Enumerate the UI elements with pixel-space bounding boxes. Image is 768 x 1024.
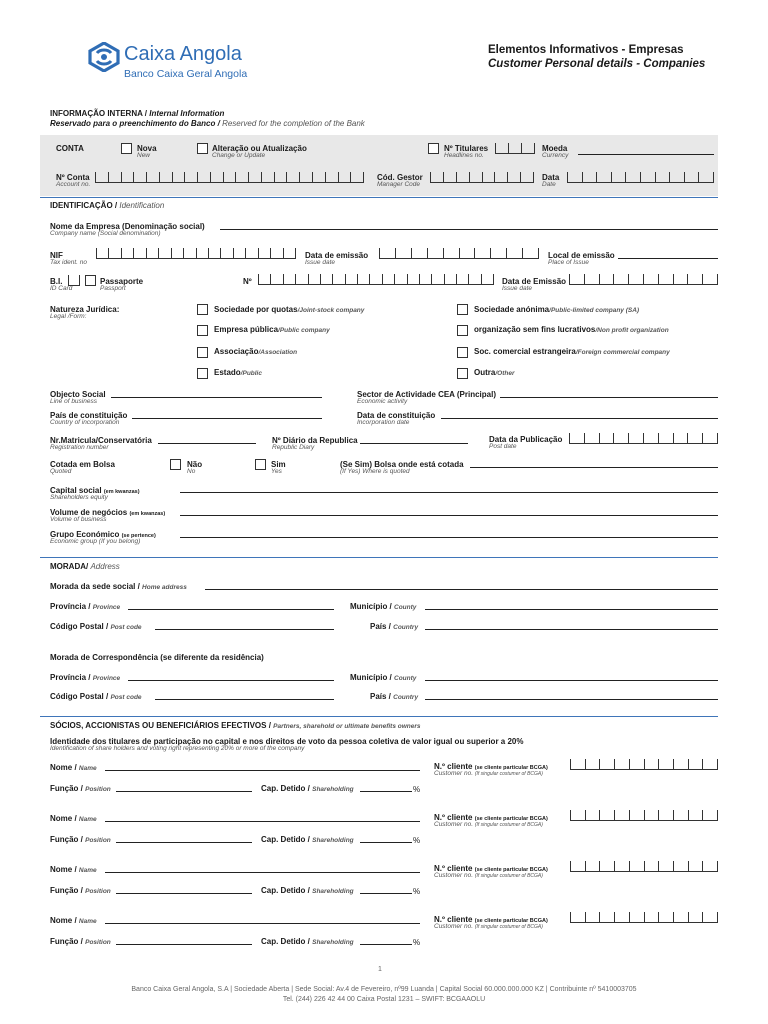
socios-desc-en: Identification of share holders and voting right representing 20% or more of the company (50, 745, 305, 752)
pais-const-input[interactable] (132, 418, 322, 419)
associacao-checkbox[interactable] (197, 347, 208, 358)
grupo-label-en: Economic group (If you belong) (50, 538, 141, 545)
alteracao-label: Alteração ou Atualização (212, 144, 307, 153)
moeda-label-en: Currency (542, 152, 569, 159)
nome-empresa-label-en: Company name (Social denomination) (50, 230, 161, 237)
estrangeira-label: Soc. comercial estrangeira/Foreign commercial company (474, 347, 670, 356)
data-emissao2-input[interactable] (569, 274, 718, 285)
nao-checkbox[interactable] (170, 459, 181, 470)
socio-nome-input[interactable] (105, 872, 420, 873)
nif-input[interactable] (96, 248, 296, 259)
municipio2-input[interactable] (425, 680, 718, 681)
moeda-label: Moeda (542, 144, 568, 153)
socio-cap-input[interactable] (360, 944, 412, 945)
socio-cliente-input[interactable] (570, 759, 718, 770)
estrangeira-checkbox[interactable] (457, 347, 468, 358)
socio-cliente-input[interactable] (570, 912, 718, 923)
nif-label-en: Tax ident. no (50, 259, 87, 266)
socios-desc: Identidade dos titulares de participação no capital e nos direitos de voto da pessoa coletiva de valor igual ou superior a 20% (50, 737, 524, 746)
codpostal-label: Código Postal / Post code (50, 622, 142, 631)
grupo-label: Grupo Económico (se pertence) (50, 530, 156, 539)
nconta-label: Nº Conta (56, 173, 90, 182)
numero-label: Nº (243, 277, 252, 286)
data-emissao2-label-en: Issue date (502, 285, 532, 292)
nconta-label-en: Account no. (56, 181, 91, 188)
socio-funcao-input[interactable] (116, 791, 252, 792)
moeda-input[interactable] (578, 154, 714, 155)
page-number: 1 (378, 966, 382, 973)
grupo-input[interactable] (180, 537, 718, 538)
diario-input[interactable] (360, 443, 468, 444)
socios-heading: SÓCIOS, ACCIONISTAS OU BENEFICIÁRIOS EFECTIVOS / Partners, sharehold or ultimate benefits owners (50, 721, 421, 730)
sim-label-en: Yes (271, 468, 282, 475)
publica-label: Empresa pública/Public company (214, 325, 330, 334)
reserved-note: Reservado para o preenchimento do Banco / Reserved for the completion of the Bank (50, 119, 365, 128)
matricula-input[interactable] (158, 443, 256, 444)
brand-subtitle: Banco Caixa Geral Angola (124, 68, 248, 80)
sede-input[interactable] (205, 589, 718, 590)
diario-label: Nº Diário da Republica (272, 436, 358, 445)
data-emissao-label-en: Issue date (305, 259, 335, 266)
pais-const-label: País de constituição (50, 411, 128, 420)
nif-label: NIF (50, 251, 63, 260)
socio-nome-label: Nome / Name (50, 763, 97, 772)
data-emissao-label: Data de emissão (305, 251, 369, 260)
socio-nome-input[interactable] (105, 923, 420, 924)
bolsa-input[interactable] (470, 467, 718, 468)
natureza-label: Natureza Jurídica: (50, 305, 120, 314)
local-emissao-label: Local de emissão (548, 251, 615, 260)
diario-label-en: Republic Diary (272, 444, 315, 451)
sector-label: Sector de Actividade CEA (Principal) (357, 390, 496, 399)
data-label-en: Date (542, 181, 556, 188)
nova-label: Nova (137, 144, 157, 153)
cotada-label: Cotada em Bolsa (50, 460, 115, 469)
quotas-label: Sociedade por quotas/Joint-stock company (214, 305, 365, 314)
outra-checkbox[interactable] (457, 368, 468, 379)
socio-nome-label: Nome / Name (50, 865, 97, 874)
codpostal2-input[interactable] (155, 699, 334, 700)
socio-funcao-input[interactable] (116, 893, 252, 894)
socio-cliente-label-en: Customer no. (If singular costumer of BCGA) (434, 770, 543, 777)
conta-label: CONTA (56, 144, 84, 153)
provincia-label: Província / Province (50, 602, 121, 611)
socio-nome-input[interactable] (105, 821, 420, 822)
data-pub-label: Data da Publicação (489, 435, 563, 444)
data-label: Data (542, 173, 560, 182)
form-title-en: Customer Personal details - Companies (488, 58, 706, 70)
lucro-label: organização sem fins lucrativos/Non profit organization (474, 325, 669, 334)
capital-label: Capital social (em kwanzas) (50, 486, 140, 495)
socio-cliente-input[interactable] (570, 810, 718, 821)
socio-cap-input[interactable] (360, 842, 412, 843)
capital-label-en: Shareholders equity (50, 494, 108, 501)
documento-numero-input[interactable] (258, 274, 494, 285)
pais-input[interactable] (425, 629, 718, 630)
anonima-checkbox[interactable] (457, 304, 468, 315)
sector-label-en: Economic activity (357, 398, 408, 405)
socio-nome-input[interactable] (105, 770, 420, 771)
passaporte-label-en: Passport (100, 285, 126, 292)
correspondencia-label: Morada de Correspondência (se diferente da residência) (50, 653, 264, 662)
data-emissao-input[interactable] (379, 248, 539, 259)
socio-funcao-label: Função / Position (50, 835, 111, 844)
socio-cliente-label-en: Customer no. (If singular costumer of BCGA) (434, 923, 543, 930)
bi-checkbox[interactable] (68, 275, 80, 286)
socio-cliente-label: N.º cliente (se cliente particular BCGA) (434, 813, 548, 822)
socio-pct: % (413, 938, 421, 947)
morada-heading: MORADA/ Address (50, 562, 120, 571)
section-divider (40, 557, 718, 558)
data-const-input[interactable] (441, 418, 718, 419)
volume-label-en: Volume of business (50, 516, 107, 523)
pais2-label: País / Country (370, 692, 419, 701)
nconta-input[interactable] (95, 172, 364, 183)
socio-nome-label: Nome / Name (50, 814, 97, 823)
sim-label: Sim (271, 460, 286, 469)
data-input[interactable] (567, 172, 714, 183)
provincia-input[interactable] (128, 609, 334, 610)
socio-cap-label: Cap. Detido / Shareholding (261, 784, 354, 793)
socio-cliente-input[interactable] (570, 861, 718, 872)
titulares-label-en: Headlines no. (444, 152, 484, 159)
objecto-label-en: Line of business (50, 398, 97, 405)
capital-input[interactable] (180, 492, 718, 493)
internal-heading: INFORMAÇÃO INTERNA / Internal Information (50, 109, 225, 118)
pais2-input[interactable] (425, 699, 718, 700)
bolsa-label: (Se Sim) Bolsa onde está cotada (340, 460, 464, 469)
pais-label: País / Country (370, 622, 419, 631)
ident-heading: IDENTIFICAÇÃO / Identification (50, 201, 165, 210)
data-const-label: Data de constituição (357, 411, 436, 420)
section-divider (40, 716, 718, 717)
quotas-checkbox[interactable] (197, 304, 208, 315)
associacao-label: Associação/Association (214, 347, 298, 356)
cotada-label-en: Quoted (50, 468, 72, 475)
socio-cap-input[interactable] (360, 893, 412, 894)
natureza-label-en: Legal /Form: (50, 313, 87, 320)
section-divider (40, 197, 718, 198)
socio-pct: % (413, 785, 421, 794)
objecto-input[interactable] (111, 397, 322, 398)
volume-input[interactable] (180, 515, 718, 516)
gestor-label-en: Manager Code (377, 181, 420, 188)
municipio2-label: Município / County (350, 673, 417, 682)
socio-funcao-label: Função / Position (50, 886, 111, 895)
socio-cap-label: Cap. Detido / Shareholding (261, 937, 354, 946)
bolsa-label-en: (If Yes) Where is quoted (340, 468, 410, 475)
publica-checkbox[interactable] (197, 325, 208, 336)
form-title: Elementos Informativos - Empresas (488, 44, 684, 56)
matricula-label: Nr.Matricula/Conservatória (50, 436, 152, 445)
caixa-logo-icon (88, 42, 120, 72)
lucro-checkbox[interactable] (457, 325, 468, 336)
nova-label-en: New (137, 152, 151, 159)
socio-funcao-label: Função / Position (50, 784, 111, 793)
socio-pct: % (413, 836, 421, 845)
socio-cliente-label-en: Customer no. (If singular costumer of BCGA) (434, 872, 543, 879)
titulares-label: Nº Titulares (444, 144, 489, 153)
socio-cliente-label: N.º cliente (se cliente particular BCGA) (434, 762, 548, 771)
municipio-input[interactable] (425, 609, 718, 610)
provincia2-label: Província / Province (50, 673, 121, 682)
brand-name: Caixa Angola (124, 43, 242, 65)
data-const-label-en: Incorporation date (357, 419, 410, 426)
socio-nome-label: Nome / Name (50, 916, 97, 925)
passaporte-label: Passaporte (100, 277, 144, 286)
matricula-label-en: Registration number (50, 444, 109, 451)
nova-checkbox[interactable] (121, 143, 132, 154)
nao-label: Não (187, 460, 203, 469)
municipio-label: Município / County (350, 602, 417, 611)
data-pub-input[interactable] (569, 433, 718, 444)
codpostal-input[interactable] (155, 629, 334, 630)
footer-line-2: Tel. (244) 226 42 44 00 Caixa Postal 1231 – SWIFT: BCGAAOLU (282, 996, 486, 1003)
socio-cliente-label: N.º cliente (se cliente particular BCGA) (434, 864, 548, 873)
titulares-checkbox[interactable] (428, 143, 439, 154)
sede-label: Morada da sede social / Home address (50, 582, 187, 591)
local-emissao-input[interactable] (618, 258, 718, 259)
outra-label: Outra/Other (474, 368, 515, 377)
alteracao-checkbox[interactable] (197, 143, 208, 154)
passaporte-checkbox[interactable] (85, 275, 96, 286)
socio-cliente-label-en: Customer no. (If singular costumer of BCGA) (434, 821, 543, 828)
gestor-label: Cód. Gestor (377, 173, 423, 182)
nome-empresa-label: Nome da Empresa (Denominação social) (50, 222, 205, 231)
socio-funcao-label: Função / Position (50, 937, 111, 946)
codpostal2-label: Código Postal / Post code (50, 692, 142, 701)
data-emissao2-label: Data de Emissão (502, 277, 567, 286)
socio-cliente-label: N.º cliente (se cliente particular BCGA) (434, 915, 548, 924)
socio-pct: % (413, 887, 421, 896)
titulares-input[interactable] (495, 143, 535, 154)
anonima-label: Sociedade anónima/Public-limited company (SA) (474, 305, 640, 314)
nao-label-en: No (187, 468, 196, 475)
gestor-input[interactable] (430, 172, 534, 183)
pais-const-label-en: Country of incorporation (50, 419, 120, 426)
nome-empresa-input[interactable] (220, 229, 718, 230)
socio-funcao-input[interactable] (116, 842, 252, 843)
sim-checkbox[interactable] (255, 459, 266, 470)
bi-label-en: ID Card (50, 285, 73, 292)
sector-input[interactable] (500, 397, 718, 398)
provincia2-input[interactable] (128, 680, 334, 681)
objecto-label: Objecto Social (50, 390, 106, 399)
footer-line-1: Banco Caixa Geral Angola, S.A | Sociedade Aberta | Sede Social: Av.4 de Fevereiro, nº99 Luanda | Capital Social 60.000.000.000 KZ | Contribuinte nº 5410003705 (131, 986, 637, 993)
socio-cap-label: Cap. Detido / Shareholding (261, 886, 354, 895)
volume-label: Volume de negócios (em kwanzas) (50, 508, 166, 517)
socio-funcao-input[interactable] (116, 944, 252, 945)
estado-label: Estado/Public (214, 368, 262, 377)
socio-cap-input[interactable] (360, 791, 412, 792)
socio-cap-label: Cap. Detido / Shareholding (261, 835, 354, 844)
alteracao-label-en: Change or Update (212, 152, 266, 159)
bi-label: B.I. (50, 277, 63, 286)
local-emissao-label-en: Place of Issue (548, 259, 589, 266)
data-pub-label-en: Post date (489, 443, 517, 450)
estado-checkbox[interactable] (197, 368, 208, 379)
